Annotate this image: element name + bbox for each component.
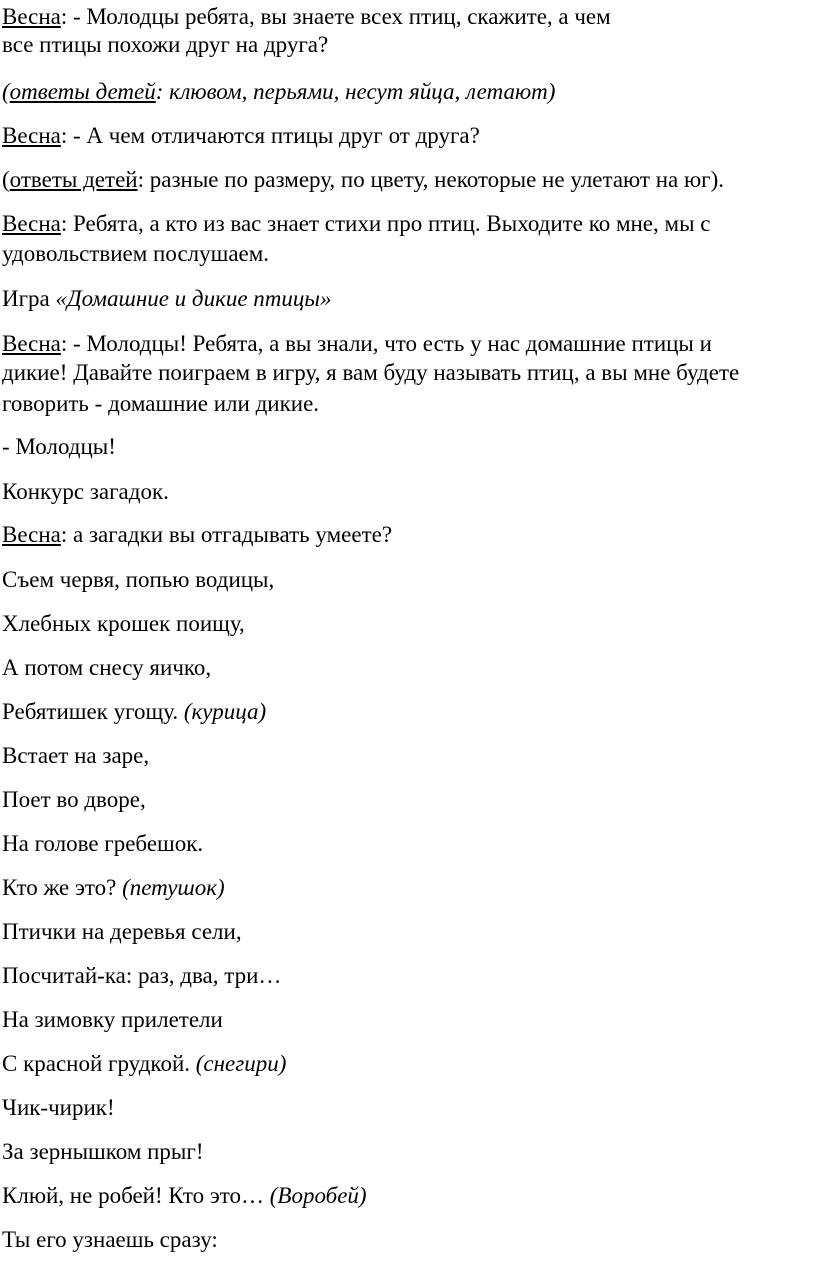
speaker-name: Весна [2,123,61,148]
line-13 [2,478,169,505]
line-text: : - А чем отличаются птицы друг от друга? [60,123,480,148]
line-text: Ты его узнаешь сразу: [2,1227,218,1252]
line-18 [2,698,266,725]
line-text: : клювом, перьями, несут яйца, летают) [155,79,556,104]
line-text: : разные по размеру, по цвету, некоторые не улетают на юг). [137,167,725,192]
line-7 [2,240,269,267]
line-12 [2,433,116,460]
riddle-answer: (петушок) [122,875,225,900]
line-text: На зимовку прилетели [2,1007,223,1032]
line-22 [2,874,225,901]
line-text: За зернышком прыг! [2,1139,204,1164]
line-text: Игра [2,286,56,311]
line-10 [2,359,739,386]
line-15 [2,566,274,593]
speaker-name: Весна [2,331,61,356]
line-text: Клюй, не робей! Кто это… [2,1183,270,1208]
line-text: Чик-чирик! [2,1095,115,1120]
riddle-answer: (курица) [183,699,267,724]
line-text: Съем червя, попью водицы, [2,567,275,592]
line-text: На голове гребешок. [2,831,204,856]
line-5 [2,166,724,193]
line-28 [2,1138,203,1165]
line-21 [2,830,203,857]
speaker-name: Весна [2,211,61,236]
line-29 [2,1182,367,1209]
line-27 [2,1094,115,1121]
answer-label: ответы детей [9,79,156,104]
line-text: Конкурс загадок. [2,479,169,504]
line-20 [2,786,146,813]
line-24 [2,962,281,989]
line-text: Встает на заре, [2,743,150,768]
line-text: все птицы похожи друг на друга? [2,32,329,57]
line-text: дикие! Давайте поиграем в игру, я вам буду называть птиц, а вы мне будете [2,360,740,385]
line-4 [2,122,480,149]
game-title: «Домашние и дикие птицы» [55,286,332,311]
line-2 [2,31,328,58]
speaker-name: Весна [2,522,61,547]
line-text: Ребятишек угощу. [2,699,184,724]
line-25 [2,1006,223,1033]
line-19 [2,742,149,769]
line-1 [2,3,611,30]
answer-label: ответы детей [9,167,138,192]
line-23 [2,918,242,945]
line-26 [2,1050,286,1077]
line-text: говорить - домашние или дикие. [2,391,320,416]
line-text: Поет во дворе, [2,787,146,812]
line-text: : - Молодцы! Ребята, а вы знали, что есть у нас домашние птицы и [60,331,712,356]
speaker-name: Весна [2,4,61,29]
line-16 [2,610,245,637]
line-text: С красной грудкой. [2,1051,196,1076]
line-9 [2,330,712,357]
open-paren: ( [2,167,10,192]
line-text: Птички на деревья сели, [2,919,242,944]
line-text: : - Молодцы ребята, вы знаете всех птиц, скажите, а чем [60,4,611,29]
line-6 [2,210,711,237]
line-14 [2,521,392,548]
line-8 [2,285,331,312]
line-text: : а загадки вы отгадывать умеете? [60,522,393,547]
line-text: Посчитай-ка: раз, два, три… [2,963,282,988]
riddle-answer: (снегири) [195,1051,287,1076]
line-text: Хлебных крошек поищу, [2,611,245,636]
line-text: А потом снесу яичко, [2,655,212,680]
line-11 [2,390,319,417]
line-30 [2,1226,218,1253]
open-paren: ( [2,79,10,104]
riddle-answer: (Воробей) [269,1183,367,1208]
line-17 [2,654,211,681]
line-text: - Молодцы! [2,434,116,459]
line-3 [2,78,555,105]
line-text: удовольствием послушаем. [2,241,270,266]
line-text: Кто же это? [2,875,123,900]
line-text: : Ребята, а кто из вас знает стихи про птиц. Выходите ко мне, мы с [60,211,711,236]
